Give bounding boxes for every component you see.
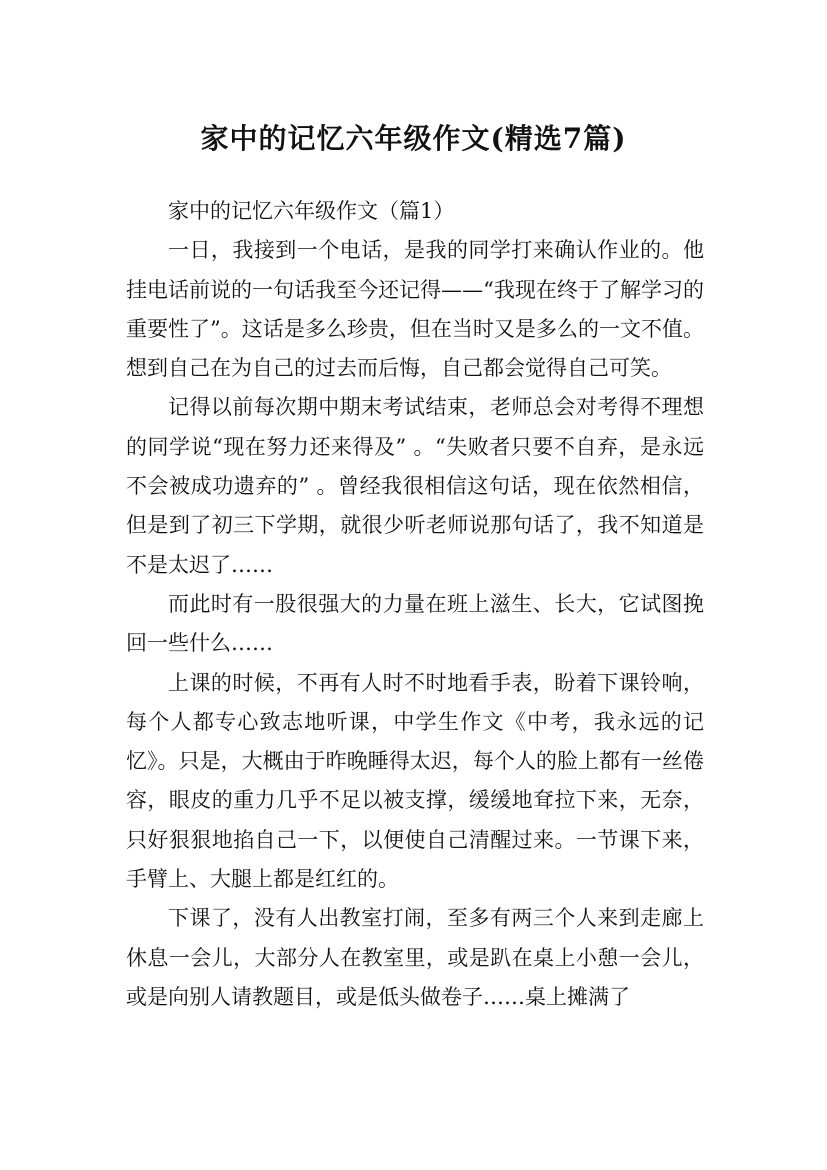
document-body (126, 192, 704, 1017)
document-title: 家中的记忆六年级作文(精选7篇) (200, 121, 627, 155)
paragraph: 记得以前每次期中期末考试结束，老师总会对考得不理想的同学说“现在努力还来得及” 。“失败者只要不自弃，是永远不会被成功遗弃的” 。曾经我很相信这句话，现在依然相信，但是到了初三下学期，就很少听老师说那句话了，我不知道是不是太迟了…… (126, 395, 704, 577)
paragraph: 而此时有一股很强大的力量在班上滋生、长大，它试图挽回一些什么…… (126, 591, 704, 656)
paragraph: 上课的时候，不再有人时不时地看手表，盼着下课铃响，每个人都专心致志地听课，中学生作文《中考，我永远的记忆》。只是，大概由于昨晚睡得太迟，每个人的脸上都有一丝倦容，眼皮的重力几乎不足以被支撑，缓缓地耷拉下来，无奈，只好狠狠地掐自己一下，以便使自己清醒过来。一节课下来，手臂上、大腿上都是红红的。 (126, 670, 704, 892)
paragraph: 下课了，没有人出教室打闹，至多有两三个人来到走廊上休息一会儿，大部分人在教室里，或是趴在桌上小憩一会儿，或是向别人请教题目，或是低头做卷子……桌上摊满了 (126, 906, 704, 1009)
paragraph: 一日，我接到一个电话，是我的同学打来确认作业的。他挂电话前说的一句话我至今还记得——“我现在终于了解学习的重要性了”。这话是多么珍贵，但在当时又是多么的一文不值。想到自己在为自己的过去而后悔，自己都会觉得自己可笑。 (126, 238, 704, 381)
section-heading: 家中的记忆六年级作文（篇1） (168, 199, 455, 223)
